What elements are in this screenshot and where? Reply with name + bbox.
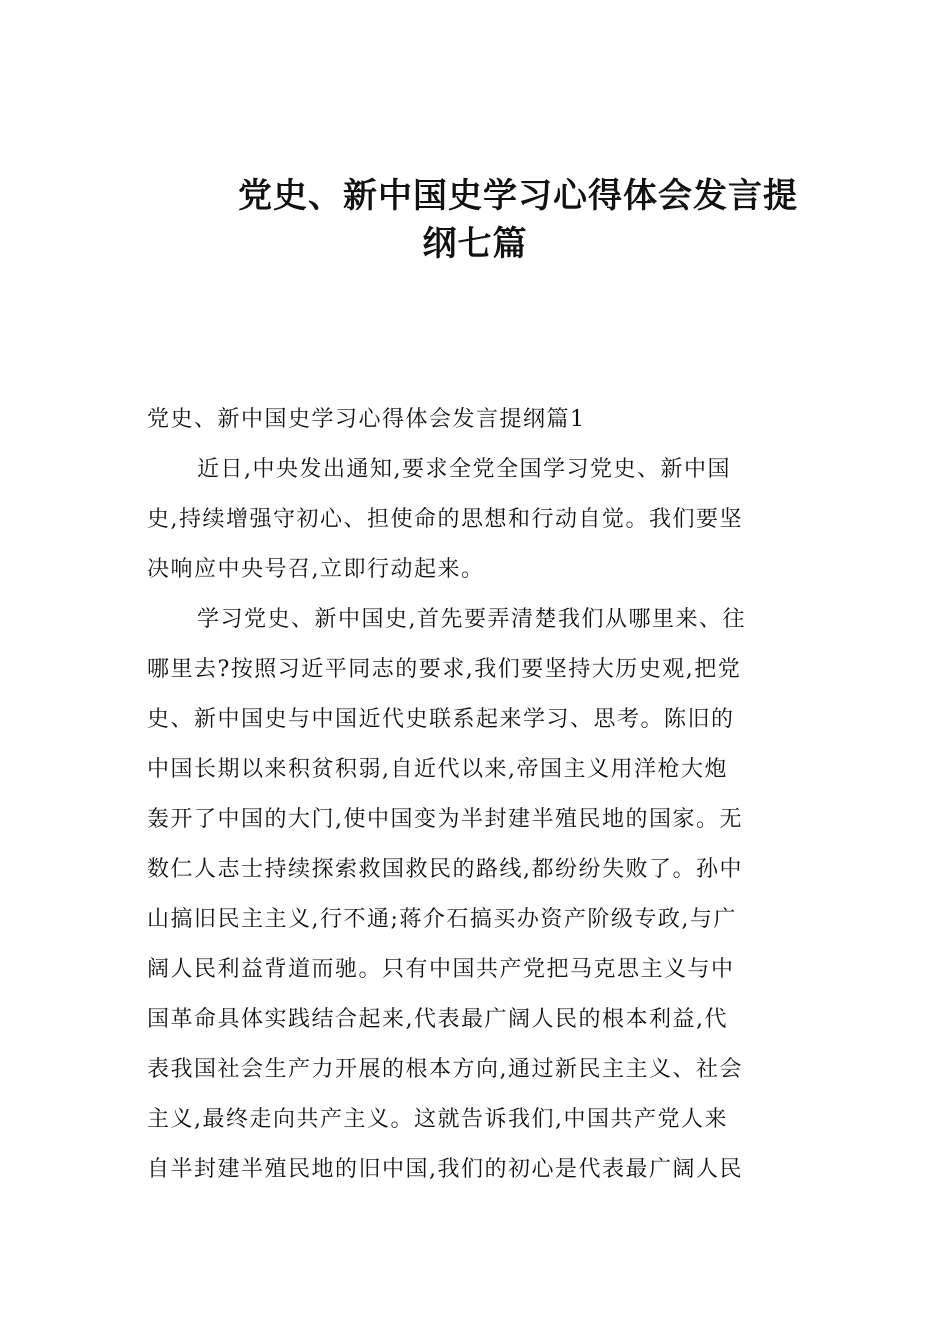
paragraph-line: 阔人民利益背道而驰。只有中国共产党把马克思主义与中 xyxy=(147,957,735,982)
paragraph-line: 自半封建半殖民地的旧中国,我们的初心是代表最广阔人民 xyxy=(147,1157,743,1182)
paragraph-line: 学习党史、新中国史,首先要弄清楚我们从哪里来、往 xyxy=(197,607,746,632)
document-title xyxy=(150,172,800,268)
paragraph-line: 轰开了中国的大门,使中国变为半封建半殖民地的国家。无 xyxy=(147,807,743,832)
section-heading: 党史、新中国史学习心得体会发言提纲篇1 xyxy=(147,407,586,432)
paragraph-line: 史、新中国史与中国近代史联系起来学习、思考。陈旧的 xyxy=(147,707,735,732)
paragraph-line: 国革命具体实践结合起来,代表最广阔人民的根本利益,代 xyxy=(147,1007,728,1032)
title-line: 纲七篇 xyxy=(422,224,528,264)
paragraph-line: 山搞旧民主主义,行不通;蒋介石搞买办资产阶级专政,与广 xyxy=(147,907,737,932)
paragraph-line: 中国长期以来积贫积弱,自近代以来,帝国主义用洋枪大炮 xyxy=(147,757,728,782)
title-line: 党史、新中国史学习心得体会发言提 xyxy=(238,176,798,216)
paragraph-line: 史,持续增强守初心、担使命的思想和行动自觉。我们要坚 xyxy=(147,507,743,532)
document-body xyxy=(147,395,797,1195)
paragraph-line: 数仁人志士持续探索救国救民的路线,都纷纷失败了。孙中 xyxy=(147,857,743,882)
paragraph-line: 近日,中央发出通知,要求全党全国学习党史、新中国 xyxy=(197,457,731,482)
paragraph-line: 哪里去?按照习近平同志的要求,我们要坚持大历史观,把党 xyxy=(147,657,742,682)
paragraph-line: 表我国社会生产力开展的根本方向,通过新民主主义、社会 xyxy=(147,1057,743,1082)
paragraph-line: 主义,最终走向共产主义。这就告诉我们,中国共产党人来 xyxy=(147,1107,728,1132)
paragraph-line: 决响应中央号召,立即行动起来。 xyxy=(147,557,485,582)
